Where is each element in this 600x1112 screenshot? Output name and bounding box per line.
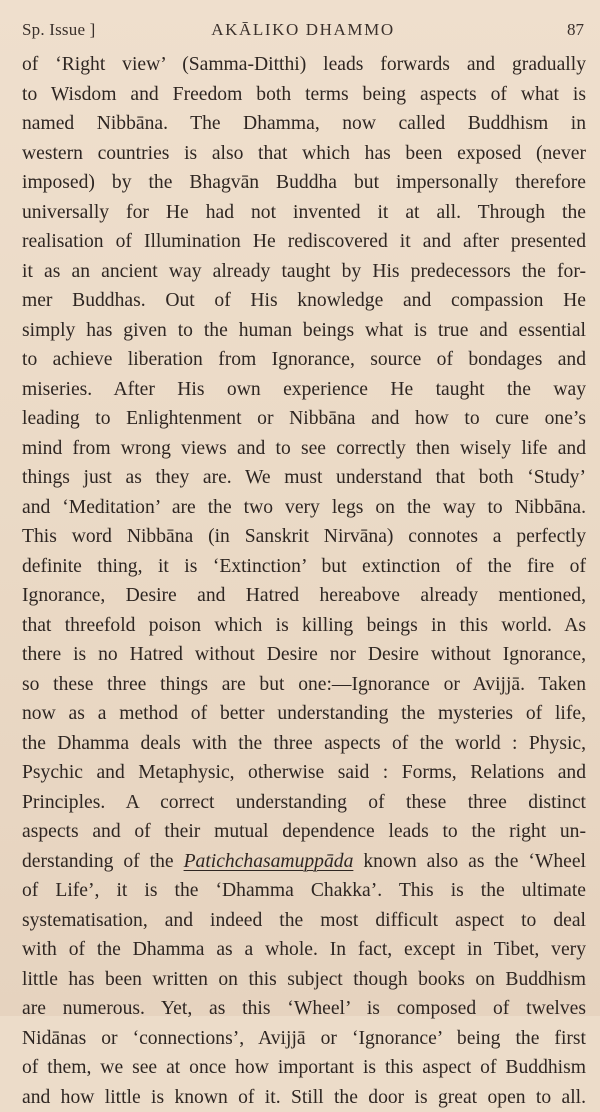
text-line: Ignorance, Desire and Hatred hereabove already mentioned, xyxy=(22,581,586,611)
text-line: and how little is known of it. Still the door is great open to all. xyxy=(22,1083,586,1112)
text-line: definite thing, it is ‘Extinction’ but extinction of the fire of xyxy=(22,552,586,582)
line-tail: known also as the ‘Wheel xyxy=(353,851,586,872)
text-line: to achieve liberation from Ignorance, source of bondages and xyxy=(22,345,586,375)
text-line: of Life’, it is the ‘Dhamma Chakka’. This is the ultimate xyxy=(22,876,586,906)
text-line: western countries is also that which has been exposed (never xyxy=(22,139,586,169)
running-title: AKĀLIKO DHAMMO xyxy=(22,20,584,40)
text-line-with-term xyxy=(22,847,586,877)
running-header xyxy=(22,14,584,44)
text-line: leading to Enlightenment or Nibbāna and how to cure one’s xyxy=(22,404,586,434)
italic-term: Patichchasamuppāda xyxy=(184,851,354,872)
line-lead: derstanding of the xyxy=(22,851,184,872)
text-line: that threefold poison which is killing beings in this world. As xyxy=(22,611,586,641)
text-line: aspects and of their mutual dependence leads to the right un- xyxy=(22,817,586,847)
text-line: there is no Hatred without Desire nor Desire without Ignorance, xyxy=(22,640,586,670)
text-line: universally for He had not invented it at all. Through the xyxy=(22,198,586,228)
text-line: to Wisdom and Freedom both terms being aspects of what is xyxy=(22,80,586,110)
text-line: mer Buddhas. Out of His knowledge and compassion He xyxy=(22,286,586,316)
text-line: simply has given to the human beings what is true and essential xyxy=(22,316,586,346)
text-line: things just as they are. We must understand that both ‘Study’ xyxy=(22,463,586,493)
text-line: named Nibbāna. The Dhamma, now called Buddhism in xyxy=(22,109,586,139)
text-line: Principles. A correct understanding of these three distinct xyxy=(22,788,586,818)
text-line: so these three things are but one:—Ignorance or Avijjā. Taken xyxy=(22,670,586,700)
text-line: miseries. After His own experience He taught the way xyxy=(22,375,586,405)
text-line: imposed) by the Bhagvān Buddha but impersonally therefore xyxy=(22,168,586,198)
text-line: Nidānas or ‘connections’, Avijjā or ‘Ignorance’ being the first xyxy=(22,1024,586,1054)
text-line: now as a method of better understanding the mysteries of life, xyxy=(22,699,586,729)
text-line: little has been written on this subject though books on Buddhism xyxy=(22,965,586,995)
body-text xyxy=(22,50,586,1112)
text-line: are numerous. Yet, as this ‘Wheel’ is composed of twelves xyxy=(22,994,586,1024)
text-line: and ‘Meditation’ are the two very legs on the way to Nibbāna. xyxy=(22,493,586,523)
issue-label: Sp. Issue ] xyxy=(22,20,96,40)
text-line: systematisation, and indeed the most difficult aspect to deal xyxy=(22,906,586,936)
text-line: of them, we see at once how important is this aspect of Buddhism xyxy=(22,1053,586,1083)
text-line: mind from wrong views and to see correctly then wisely life and xyxy=(22,434,586,464)
text-line: This word Nibbāna (in Sanskrit Nirvāna) connotes a perfectly xyxy=(22,522,586,552)
text-line: of ‘Right view’ (Samma-Ditthi) leads forwards and gradually xyxy=(22,50,586,80)
text-line: with of the Dhamma as a whole. In fact, except in Tibet, very xyxy=(22,935,586,965)
text-line: it as an ancient way already taught by His predecessors the for- xyxy=(22,257,586,287)
text-line: the Dhamma deals with the three aspects of the world : Physic, xyxy=(22,729,586,759)
page-number: 87 xyxy=(567,20,584,40)
text-line: Psychic and Metaphysic, otherwise said : Forms, Relations and xyxy=(22,758,586,788)
text-line: realisation of Illumination He rediscovered it and after presented xyxy=(22,227,586,257)
